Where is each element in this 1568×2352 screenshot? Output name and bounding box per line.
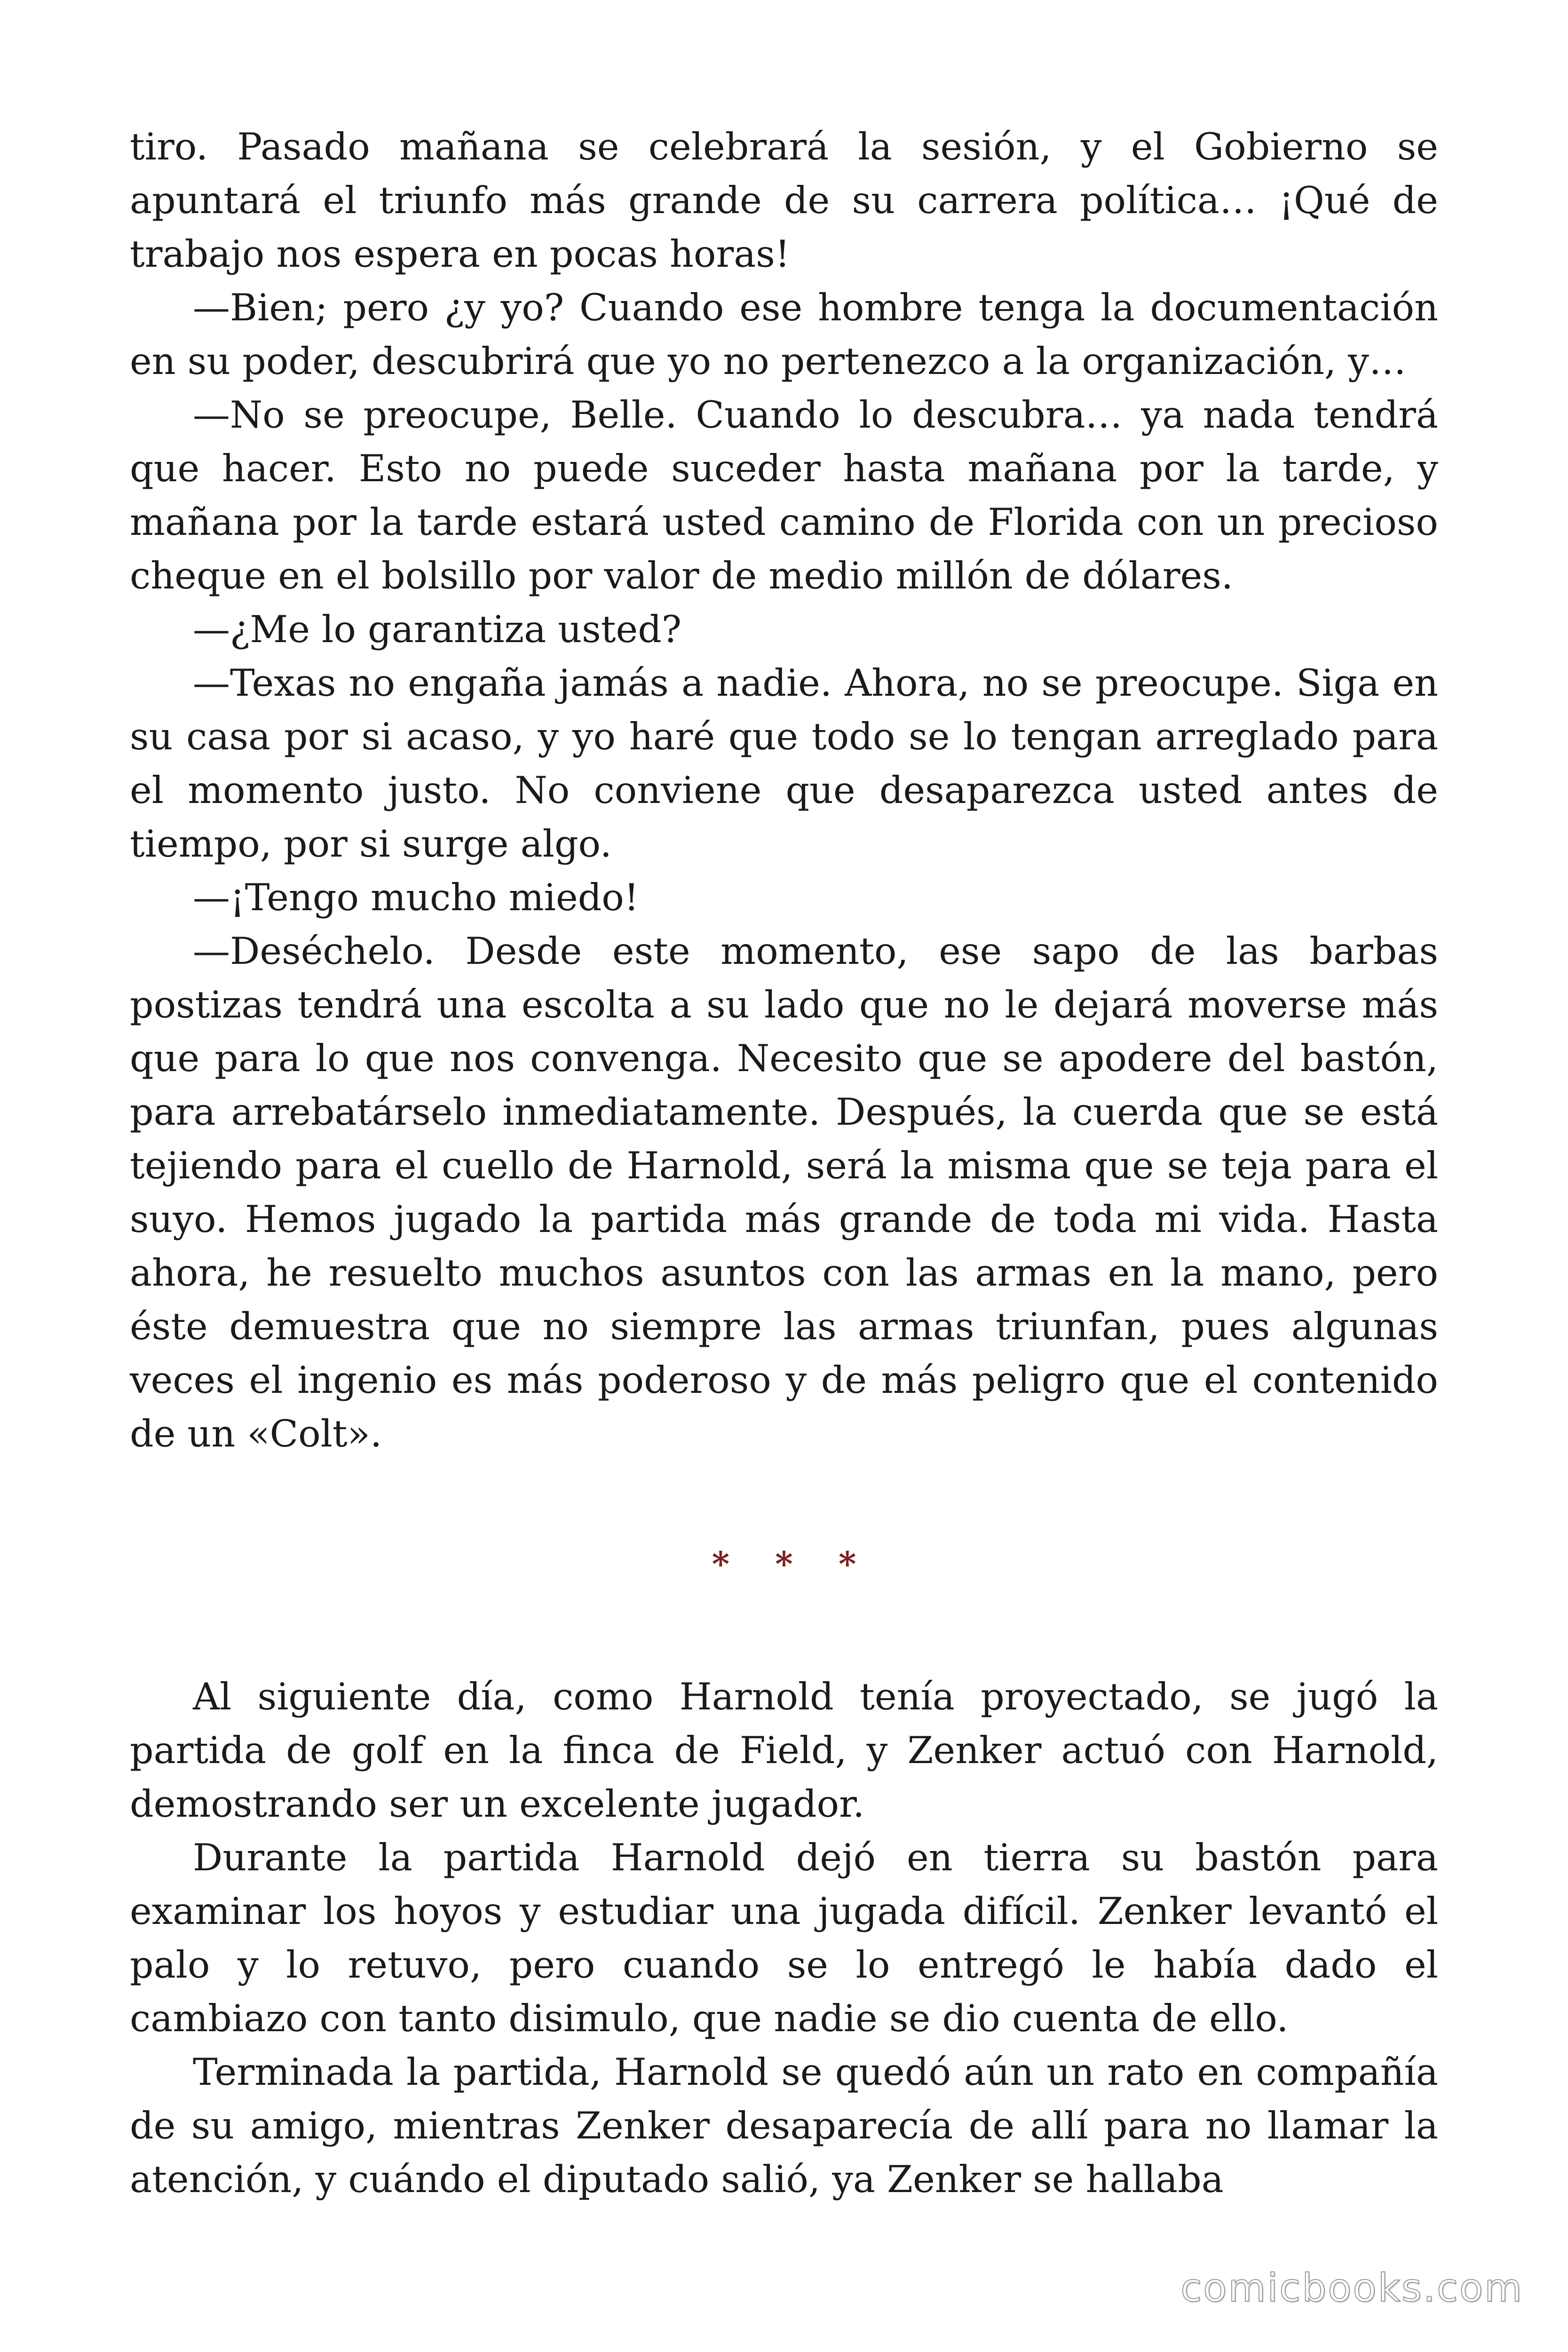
paragraph: Al siguiente día, como Harnold tenía proyectado, se jugó la partida de golf en la finca de Field, y Zenker actuó con Harnold, demostrando ser un excelente jugador. [130,1675,1438,1826]
text-block-top [130,120,1438,1461]
paragraph: —No se preocupe, Belle. Cuando lo descubra… ya nada tendrá que hacer. Esto no puede suceder hasta mañana por la tarde, y mañana por la tarde estará usted camino de Florida con un precioso cheque en el bolsillo por valor de medio millón de dólares. [130,393,1438,597]
paragraph: —Deséchelo. Desde este momento, ese sapo de las barbas postizas tendrá una escolta a su lado que no le dejará moverse más que para lo que nos convenga. Necesito que se apodere del bastón, para arrebatárselo inmediatamente. Después, la cuerda que se está tejiendo para el cuello de Harnold, será la misma que se teja para el suyo. Hemos jugado la partida más grande de toda mi vida. Hasta ahora, he resuelto muchos asuntos con las armas en la mano, pero éste demuestra que no siempre las armas triunfan, pues algunas veces el ingenio es más poderoso y de más peligro que el contenido de un «Colt». [130,930,1438,1455]
paragraph: tiro. Pasado mañana se celebrará la sesión, y el Gobierno se apuntará el triunfo más grande de su carrera política… ¡Qué de trabajo nos espera en pocas horas! [130,125,1438,276]
paragraph: —¡Tengo mucho miedo! [193,876,639,919]
page-body [130,120,1438,2206]
paragraph: —Bien; pero ¿y yo? Cuando ese hombre tenga la documentación en su poder, descubrirá que yo no pertenezco a la organización, y… [130,286,1438,383]
watermark-logo: comicbooks.com [1180,2266,1523,2311]
section-separator: * * * [712,1544,873,1584]
text-block-bottom [130,1670,1438,2206]
paragraph: —Texas no engaña jamás a nadie. Ahora, no se preocupe. Siga en su casa por si acaso, y yo haré que todo se lo tengan arreglado para el momento justo. No conviene que desaparezca usted antes de tiempo, por si surge algo. [130,661,1438,866]
paragraph: Terminada la partida, Harnold se quedó aún un rato en compañía de su amigo, mientras Zenker desaparecía de allí para no llamar la atención, y cuándo el diputado salió, ya Zenker se hallaba [130,2050,1438,2201]
paragraph: Durante la partida Harnold dejó en tierra su bastón para examinar los hoyos y estudiar una jugada difícil. Zenker levantó el palo y lo retuvo, pero cuando se lo entregó le había dado el cambiazo con tanto disimulo, que nadie se dio cuenta de ello. [130,1836,1438,2040]
paragraph: —¿Me lo garantiza usted? [193,608,682,651]
